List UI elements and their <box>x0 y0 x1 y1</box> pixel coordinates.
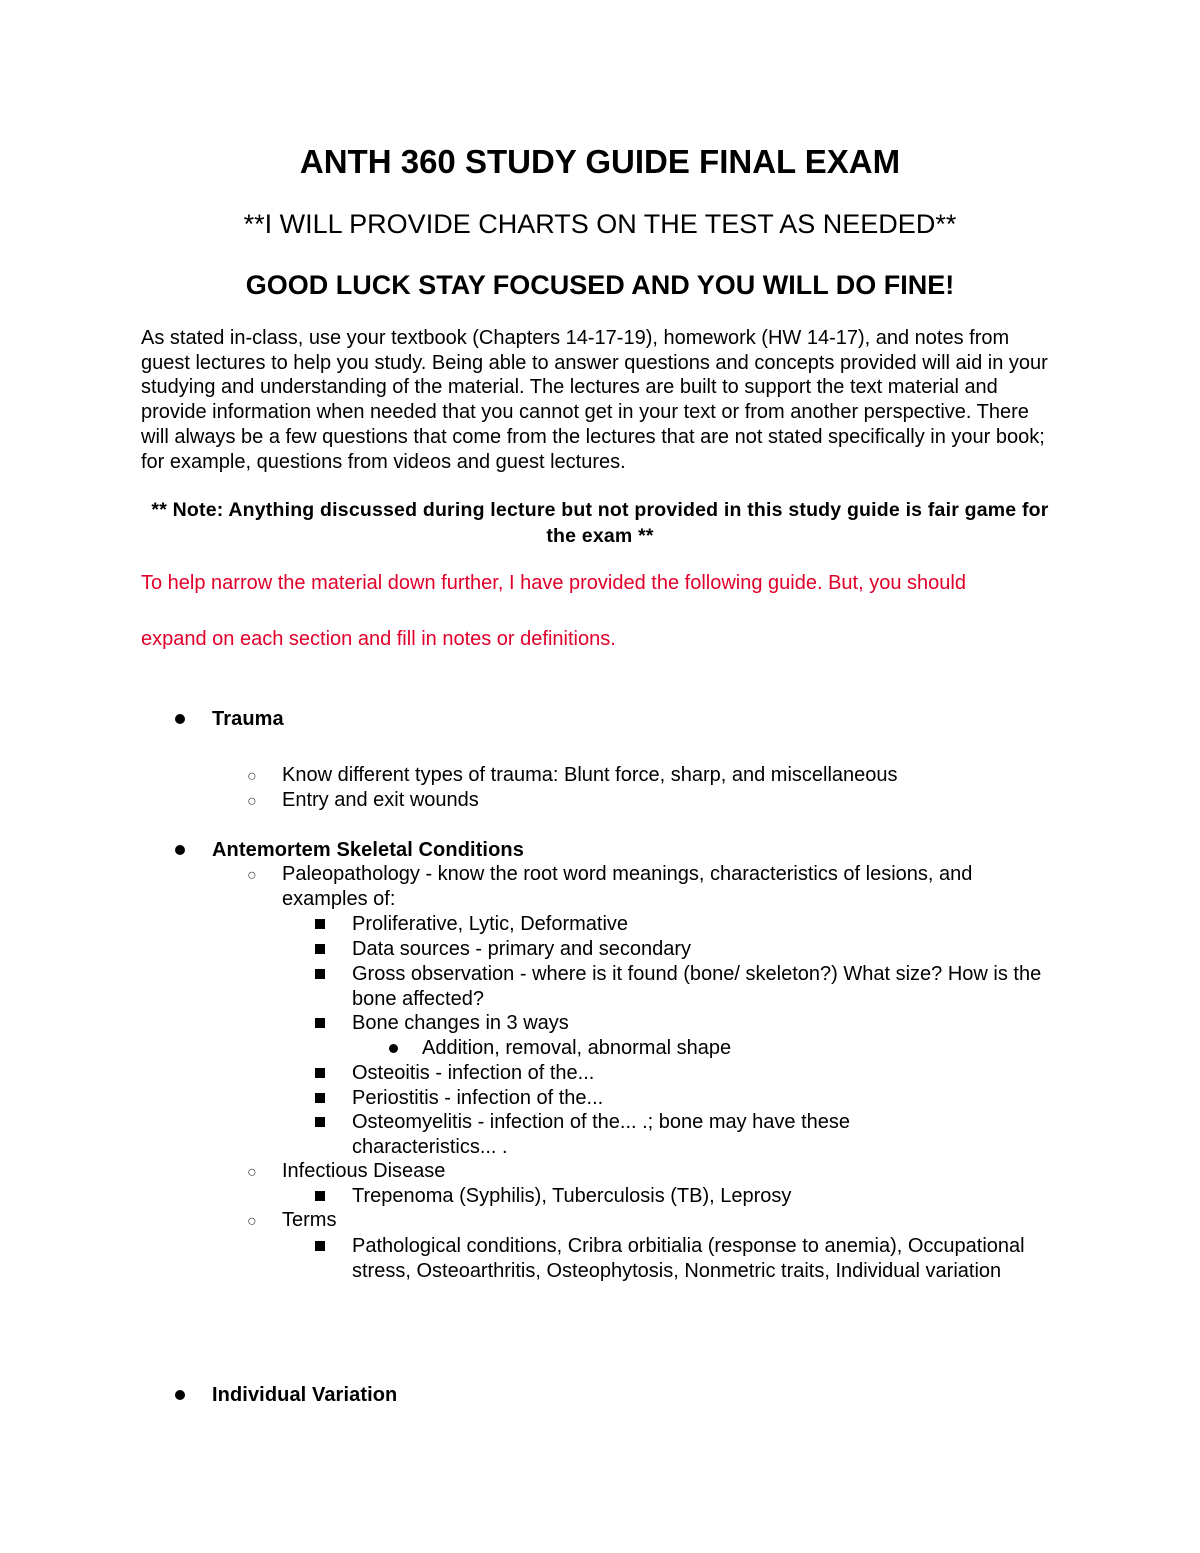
list-item: Entry and exit wounds <box>282 789 479 811</box>
list-item: Paleopathology - know the root word meanings, characteristics of lesions, and examples of: <box>282 863 973 910</box>
instruction-line-1: To help narrow the material down further, I have provided the following guide. But, you should <box>141 572 966 594</box>
square-bullet-icon <box>315 944 325 954</box>
list-item: Data sources - primary and secondary <box>352 938 692 960</box>
list-item: Addition, removal, abnormal shape <box>422 1037 732 1059</box>
list-item: Proliferative, Lytic, Deformative <box>352 913 629 935</box>
instruction-line-2: expand on each section and fill in notes or definitions. <box>141 628 616 650</box>
list-item: Osteomyelitis - infection of the... .; bone may have these characteristics... . <box>352 1111 851 1158</box>
circle-bullet-icon: ○ <box>247 768 257 785</box>
section-heading-trauma: Trauma <box>212 708 284 730</box>
square-bullet-icon <box>315 1191 325 1201</box>
list-item: Periostitis - infection of the... <box>352 1087 604 1109</box>
bullet-icon <box>389 1044 398 1053</box>
square-bullet-icon <box>315 969 325 979</box>
square-bullet-icon <box>315 1068 325 1078</box>
list-item: Osteoitis - infection of the... <box>352 1062 595 1084</box>
bullet-icon <box>175 845 185 855</box>
list-item: Pathological conditions, Cribra orbitialia (response to anemia), Occupational stress, Osteoarthritis, Osteophytosis, Nonmetric traits, Individual variation <box>352 1235 1025 1282</box>
page-subtitle: **I WILL PROVIDE CHARTS ON THE TEST AS NEEDED** <box>243 209 957 239</box>
circle-bullet-icon: ○ <box>247 867 257 884</box>
list-item: Gross observation - where is it found (bone/ skeleton?) What size? How is the bone affected? <box>352 963 1042 1010</box>
circle-bullet-icon: ○ <box>247 1164 257 1181</box>
circle-bullet-icon: ○ <box>247 1213 257 1230</box>
list-item: Bone changes in 3 ways <box>352 1012 569 1034</box>
intro-paragraph: As stated in-class, use your textbook (Chapters 14-17-19), homework (HW 14-17), and notes from guest lectures to help you study. Being able to answer questions and concepts provided will aid in your studying and understanding of the material. The lectures are built to support the text material and provide information when needed that you cannot get in your text or from another perspective. There will always be a few questions that come from the lectures that are not stated specifically in your book; for example, questions from videos and guest lectures. <box>141 327 1048 473</box>
circle-bullet-icon: ○ <box>247 793 257 810</box>
section-heading-antemortem: Antemortem Skeletal Conditions <box>212 839 524 861</box>
note-paragraph: ** Note: Anything discussed during lecture but not provided in this study guide is fair game for the exam ** <box>151 499 1049 547</box>
square-bullet-icon <box>315 919 325 929</box>
page-title: ANTH 360 STUDY GUIDE FINAL EXAM <box>299 143 901 180</box>
list-item: Terms <box>282 1209 337 1231</box>
list-item: Trepenoma (Syphilis), Tuberculosis (TB), Leprosy <box>352 1185 792 1207</box>
list-item: Infectious Disease <box>282 1160 446 1182</box>
square-bullet-icon <box>315 1093 325 1103</box>
bullet-icon <box>175 1390 185 1400</box>
list-item: Know different types of trauma: Blunt force, sharp, and miscellaneous <box>282 764 898 786</box>
square-bullet-icon <box>315 1018 325 1028</box>
square-bullet-icon <box>315 1241 325 1251</box>
square-bullet-icon <box>315 1117 325 1127</box>
bullet-icon <box>175 714 185 724</box>
section-heading-individual-variation: Individual Variation <box>212 1384 398 1406</box>
good-luck-heading: GOOD LUCK STAY FOCUSED AND YOU WILL DO FINE! <box>245 270 955 300</box>
